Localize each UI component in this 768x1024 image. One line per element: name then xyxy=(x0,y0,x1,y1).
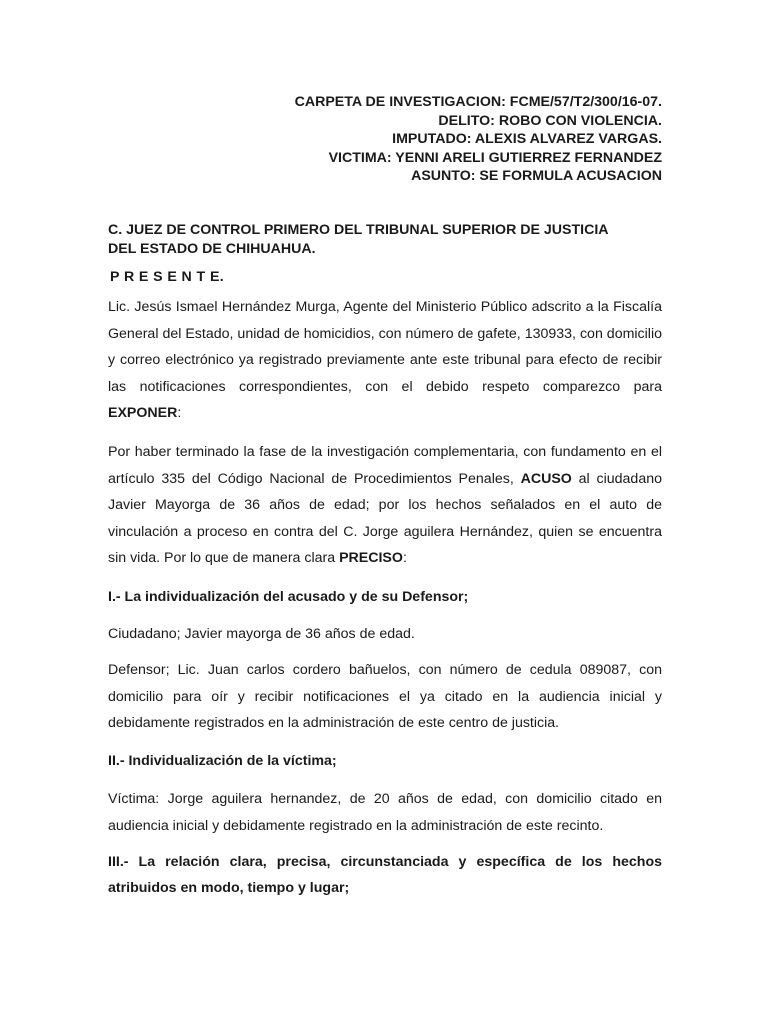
section-3-heading: III.- La relación clara, precisa, circunstanciada y específica de los hechos atribuidos en modo, tiempo y lugar; xyxy=(108,854,662,896)
crime-line: DELITO: ROBO CON VIOLENCIA. xyxy=(438,112,662,129)
intro-text: Lic. Jesús Ismael Hernández Murga, Agente del Ministerio Público adscrito a la Fiscalía General del Estado, unidad de homicidios, con número de gafete, 130933, con domicilio y correo electrónico ya registrado previamente ante este tribunal para efecto de recibir las notificaciones correspondientes, con el debido respeto comparezco para xyxy=(108,299,662,395)
accusation-end: : xyxy=(402,550,407,566)
addressee-line-2: DEL ESTADO DE CHIHUAHUA. xyxy=(108,241,316,257)
addressee xyxy=(108,221,662,259)
victim-line: VICTIMA: YENNI ARELI GUTIERREZ FERNANDEZ xyxy=(328,149,662,166)
accusation-paragraph xyxy=(108,439,662,572)
case-header xyxy=(108,93,662,186)
case-file-number: CARPETA DE INVESTIGACION: FCME/57/T2/300/16-07. xyxy=(294,94,662,110)
accusation-bold-acuso: ACUSO xyxy=(520,470,572,487)
section-2-heading: II.- Individualización de la víctima; xyxy=(108,753,337,769)
accused-paragraph: Ciudadano; Javier mayorga de 36 años de edad. xyxy=(108,626,415,642)
subject-line: ASUNTO: SE FORMULA ACUSACION xyxy=(411,168,662,184)
intro-bold-exponer: EXPONER xyxy=(108,405,178,421)
victim-paragraph: Víctima: Jorge aguilera hernandez, de 20 años de edad, con domicilio citado en audiencia inicial y debidamente registrado en la administración de este recinto. xyxy=(108,791,662,834)
addressee-line-1: C. JUEZ DE CONTROL PRIMERO DEL TRIBUNAL SUPERIOR DE JUSTICIA xyxy=(108,222,609,238)
accusation-text-2: al ciudadano Javier Mayorga de 36 años de edad; por los hechos señalados en el auto de vinculación a proceso en contra del C. Jorge aguilera Hernández, quien se encuentra sin vida. Por lo que de manera clara xyxy=(108,470,662,566)
section-1-heading: I.- La individualización del acusado y de su Defensor; xyxy=(108,589,469,605)
intro-end: : xyxy=(177,405,182,421)
accusation-bold-preciso: PRECISO xyxy=(339,550,403,566)
defender-paragraph: Defensor; Lic. Juan carlos cordero bañuelos, con número de cedula 089087, con domicilio para oír y recibir notificaciones el ya citado en la audiencia inicial y debidamente registrados en la administración de este centro de justicia. xyxy=(108,662,662,731)
accused-line: IMPUTADO: ALEXIS ALVAREZ VARGAS. xyxy=(392,131,662,147)
presente-heading: P R E S E N T E. xyxy=(110,269,225,285)
intro-paragraph xyxy=(108,294,662,427)
accusation-text-1: Por haber terminado la fase de la investigación complementaria, con fundamento en el artículo 335 del Código Nacional de Procedimientos Penales, xyxy=(108,444,662,487)
